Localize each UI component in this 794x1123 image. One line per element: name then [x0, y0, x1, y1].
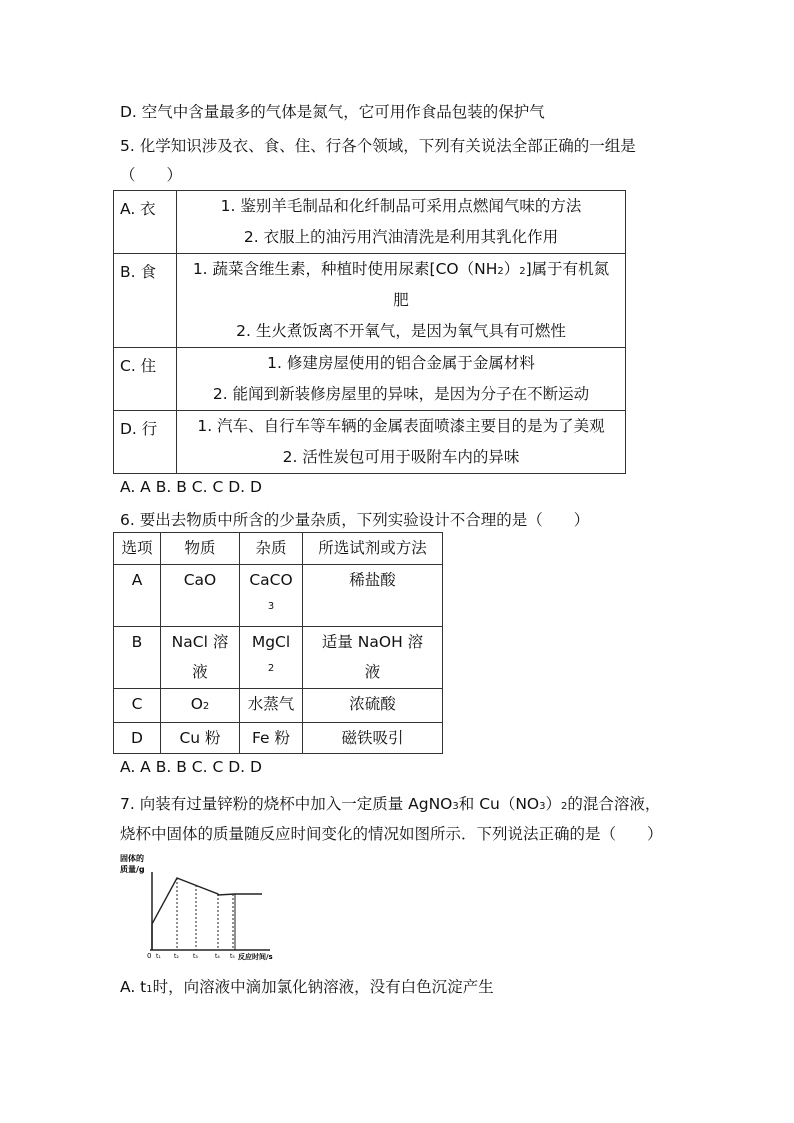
- q5-paren: （ ）: [120, 166, 183, 184]
- graph-xlabel: 反应时间/s: [238, 953, 273, 961]
- q5-cell-line: 2. 能闻到新装修房屋里的异味，是因为分子在不断运动: [212, 385, 590, 403]
- q6-header: 物质: [161, 533, 240, 565]
- q6-cell: CaCO 3: [240, 565, 303, 627]
- graph-origin: 0: [147, 952, 152, 960]
- q7-option-a: A. t1时，向溶液中滴加氯化钠溶液，没有白色沉淀产生: [120, 978, 494, 996]
- q5-stem: 5. 化学知识涉及衣、食、住、行各个领域，下列有关说法全部正确的一组是: [120, 137, 636, 155]
- q5-options: A. A B. B C. C D. D: [120, 478, 262, 496]
- q5-cell-line: 1. 汽车、自行车等车辆的金属表面喷漆主要目的是为了美观: [197, 417, 605, 435]
- q5-table: [113, 190, 626, 474]
- q6-header: 选项: [114, 533, 161, 565]
- option-d-line: D. 空气中含量最多的气体是氮气，它可用作食品包装的保护气: [120, 103, 545, 121]
- graph-ylabel: 固体的: [120, 854, 144, 863]
- q6-options: A. A B. B C. C D. D: [120, 758, 262, 776]
- q7-line2: 烧杯中固体的质量随反应时间变化的情况如图所示．下列说法正确的是（ ）: [120, 825, 663, 843]
- graph-tick: t₄: [215, 953, 220, 960]
- q6-header: 所选试剂或方法: [303, 533, 443, 565]
- graph-tick: t₁: [156, 953, 161, 960]
- q6-cell: 适量 NaOH 溶 液: [303, 627, 443, 689]
- q6-cell: A: [114, 565, 161, 627]
- q6-cell: B: [114, 627, 161, 689]
- graph-tick: t₃: [193, 953, 198, 960]
- q6-cell: 水蒸气: [240, 689, 303, 723]
- q6-cell: D: [114, 723, 161, 754]
- q5-cell-line: 1. 修建房屋使用的铝合金属于金属材料: [267, 354, 535, 372]
- q6-cell: 磁铁吸引: [303, 723, 443, 754]
- graph-tick: t₂: [174, 953, 179, 960]
- graph-ylabel: 质量/g: [120, 865, 145, 874]
- graph-curve: [152, 878, 262, 950]
- q5-row-label: D. 行: [114, 411, 177, 474]
- q6-cell: CaO: [161, 565, 240, 627]
- q5-row-label: C. 住: [114, 348, 177, 411]
- q7-line1: 7. 向装有过量锌粉的烧杯中加入一定质量 AgNO3和 Cu（NO3）2的混合溶液，: [120, 795, 661, 813]
- q6-cell: O2: [161, 689, 240, 723]
- q5-cell-line: 1. 鉴别羊毛制品和化纤制品可采用点燃闻气味的方法: [220, 197, 582, 215]
- q5-cell-line: 2. 活性炭包可用于吸附车内的异味: [282, 448, 520, 466]
- q5-cell-line: 2. 生火煮饭离不开氧气，是因为氧气具有可燃性: [236, 322, 566, 340]
- q6-cell: Fe 粉: [240, 723, 303, 754]
- q5-cell-line: 1. 蔬菜含维生素，种植时使用尿素[CO（NH2）2]属于有机氮: [192, 260, 610, 278]
- q6-stem: 6. 要出去物质中所含的少量杂质，下列实验设计不合理的是（ ）: [120, 511, 590, 529]
- q6-cell: MgCl 2: [240, 627, 303, 689]
- q6-cell: Cu 粉: [161, 723, 240, 754]
- graph-tick: t₅: [230, 953, 235, 960]
- q6-cell: NaCl 溶 液: [161, 627, 240, 689]
- q5-row-label: B. 食: [114, 254, 177, 348]
- q6-table: [113, 532, 443, 754]
- q5-row-label: A. 衣: [114, 191, 177, 254]
- q6-cell: C: [114, 689, 161, 723]
- q6-cell: 浓硫酸: [303, 689, 443, 723]
- q6-header: 杂质: [240, 533, 303, 565]
- q6-cell: 稀盐酸: [303, 565, 443, 627]
- mass-time-graph: [120, 852, 275, 962]
- q5-cell-line: 2. 衣服上的油污用汽油清洗是利用其乳化作用: [243, 228, 559, 246]
- q5-cell-line: 肥: [393, 291, 409, 309]
